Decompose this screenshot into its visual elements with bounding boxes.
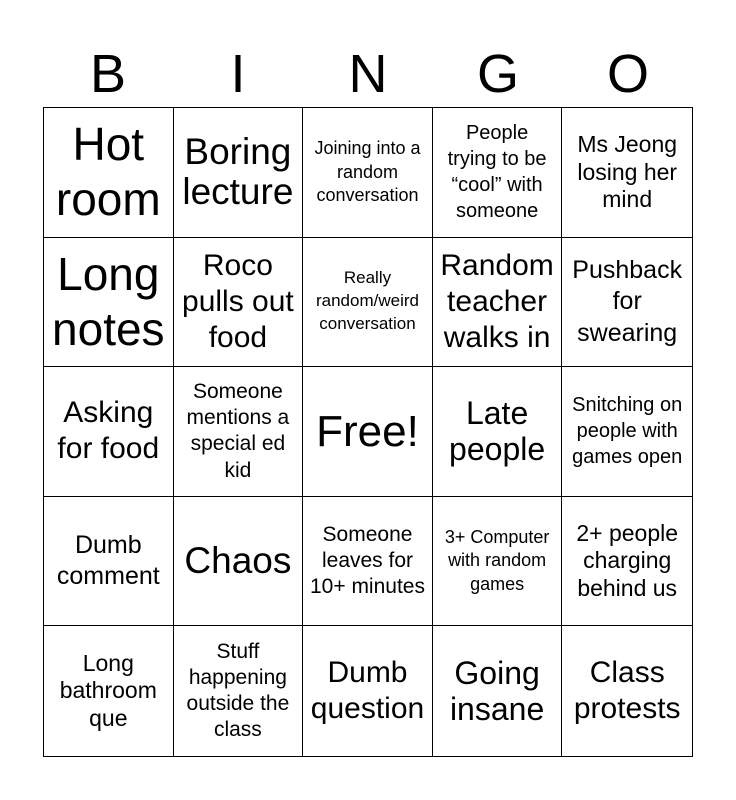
bingo-cell[interactable]: Chaos [174,497,304,627]
bingo-cell[interactable]: 3+ Computer with random games [433,497,563,627]
bingo-cell[interactable]: Late people [433,367,563,497]
bingo-cell[interactable]: Long notes [44,238,174,368]
header-letter-b: B [89,44,127,104]
bingo-header [43,40,693,108]
bingo-cell[interactable]: People trying to be “cool” with someone [433,108,563,238]
free-space-cell[interactable]: Free! [303,367,433,497]
bingo-cell[interactable]: Ms Jeong losing her mind [562,108,692,238]
bingo-cell[interactable]: Someone mentions a special ed kid [174,367,304,497]
bingo-cell[interactable]: Stuff happening outside the class [174,626,304,756]
header-letter-i: I [230,44,246,104]
bingo-cell[interactable]: Class protests [573,656,681,726]
bingo-cell[interactable]: Snitching on people with games open [562,367,692,497]
bingo-cell[interactable]: Someone leaves for 10+ minutes [303,497,433,627]
header-letter-o: O [606,44,649,104]
bingo-cell[interactable]: Dumb question [303,626,433,756]
header-letter-g: G [476,44,519,104]
bingo-cell[interactable]: Random teacher walks in [433,238,563,368]
bingo-cell[interactable]: Long bathroom que [44,626,174,756]
bingo-cell[interactable]: Roco pulls out food [174,238,304,368]
bingo-cell[interactable]: Asking for food [44,367,174,497]
bingo-cell[interactable]: Hot room [44,108,174,238]
bingo-grid [43,107,693,757]
bingo-cell[interactable]: Boring lecture [174,108,304,238]
bingo-cell[interactable]: Dumb comment [44,497,174,627]
bingo-cell[interactable]: Really random/weird conversation [303,238,433,368]
header-letter-n: N [348,44,388,104]
bingo-cell[interactable]: Going insane [433,626,563,756]
bingo-cell[interactable]: Joining into a random conversation [303,108,433,238]
bingo-cell[interactable]: Pushback for swearing [562,238,692,368]
bingo-cell[interactable]: 2+ people charging behind us [562,497,692,627]
